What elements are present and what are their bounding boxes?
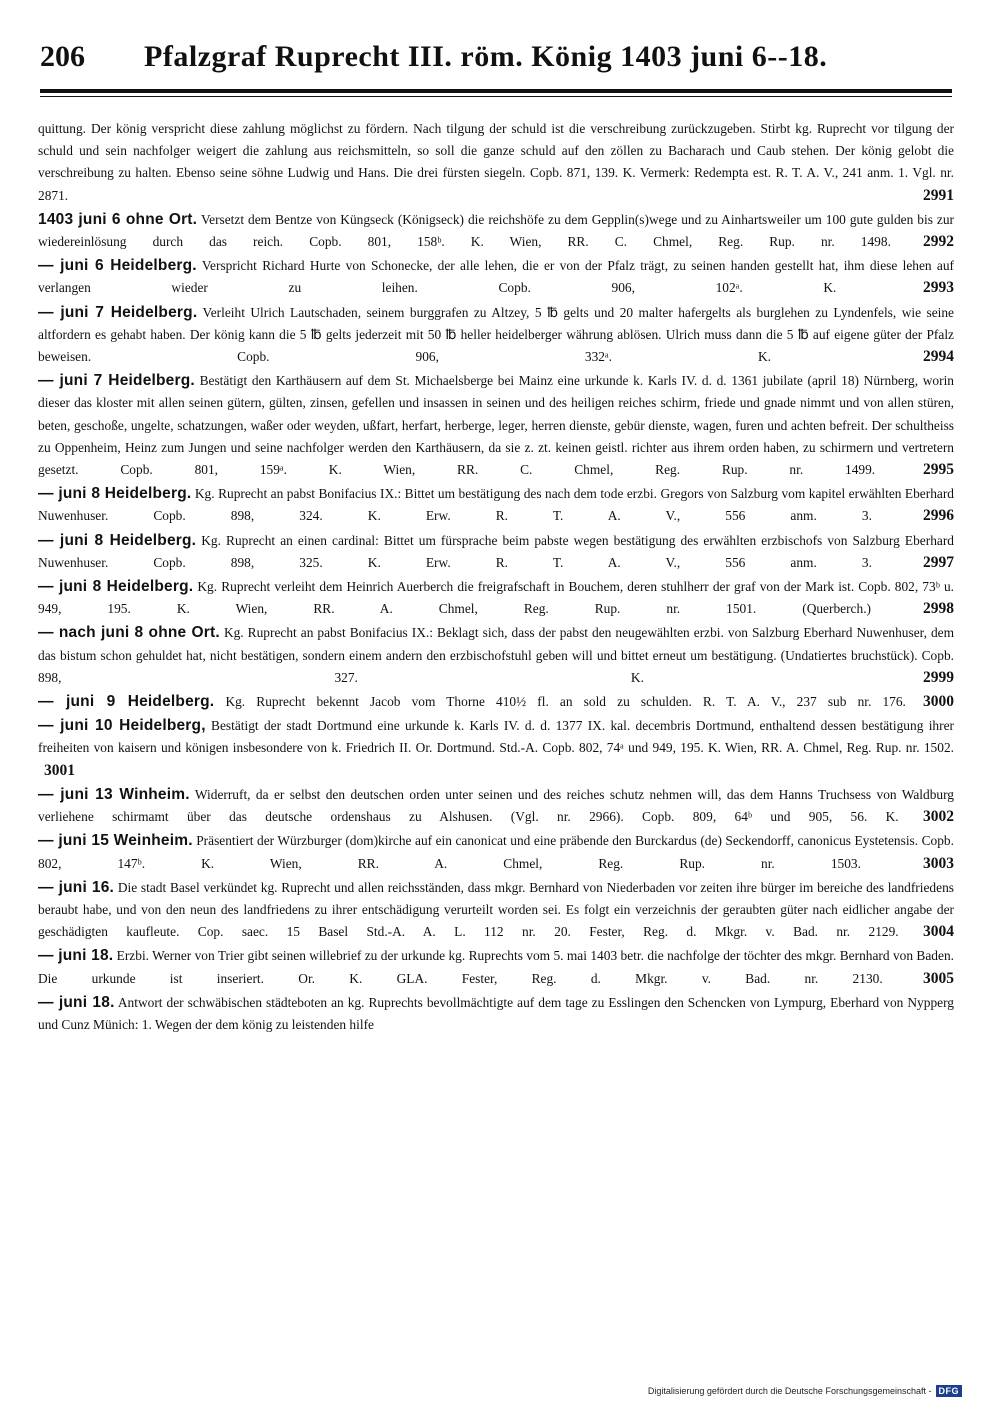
entry-number: 2999 [922, 668, 954, 686]
dfg-logo: DFG [936, 1385, 963, 1397]
entry-date: — juni 8 Heidelberg. [38, 485, 192, 503]
entry-number: 3005 [923, 969, 954, 987]
entry-text: Bestätigt den Karthäusern auf dem St. Michaelsberge bei Mainz eine urkunde k. Karls IV. d. d. 1361 jubilate (april 18) Nürnberg, worin dieser das kloster mit allen seinen gütern, gülten, zinsen, gefellen und insassen in seinen und des heiligen reiches schirm, friede und gnade nimmt und von allen stüren, beten, geschoße, ungelte, schatzungen, waßer oder weyden, ußfart, herfart, herberge, leger, herren dienste, gebür dienste, wagen, furen und achten befreit. Der schultheiss zu Oppenheim, Heinz zum Jungen und seine nachfolger werden den Karthäusern, da sie z. zt. keinen geistl. richter aus ihrem orden haben, zu schirmern und vertretern gesetzt. Copb. 801, 159ᵃ. K. Wien, RR. C. Chmel, Reg. Rup. nr. 1499. [38, 373, 954, 478]
entry-date: — juni 9 Heidelberg. [38, 693, 215, 711]
regest-entry [38, 715, 954, 782]
entry-number: 2991 [923, 186, 954, 204]
entry-text: Bestätigt der stadt Dortmund eine urkunde k. Karls IV. d. d. 1377 IX. kal. decembris Dortmund, enthaltend dessen bestätigung ihrer freiheiten von kaisern und königen insbesondere von k. Friedrich II. Or. Dortmund. Std.-A. Copb. 802, 74ᵃ und 949, 195. K. Wien, RR. A. Chmel, Reg. Rup. nr. 1502. [38, 718, 954, 756]
footer-text: Digitalisierung gefördert durch die Deutsche Forschungsgemeinschaft - [647, 1386, 932, 1396]
entry-number: 2993 [923, 279, 954, 297]
regest-entry [38, 945, 954, 989]
regest-entries [38, 118, 954, 1038]
entry-date: — juni 10 Heidelberg, [38, 717, 206, 735]
entry-number: 2992 [923, 233, 954, 251]
entry-date: — juni 15 Weinheim. [38, 832, 193, 850]
regest-entry [38, 302, 954, 369]
entry-date: — juni 18. [38, 993, 115, 1011]
regest-entry [38, 830, 954, 874]
page-number: 206 [40, 40, 85, 73]
regest-entry [38, 784, 954, 828]
entry-number: 2998 [923, 600, 954, 618]
entry-date: — juni 8 Heidelberg. [38, 531, 197, 549]
regest-entry [38, 118, 954, 207]
entry-date: — juni 6 Heidelberg. [38, 257, 197, 275]
entry-number: 3003 [923, 854, 954, 872]
entry-date: — juni 7 Heidelberg. [38, 303, 198, 321]
entry-number: 3001 [44, 761, 75, 779]
entry-text: Kg. Ruprecht verleiht dem Heinrich Auerberch die freigrafschaft in Bouchem, deren stuhlherr der graf von der Mark ist. Copb. 802, 73ᵇ u. 949, 195. K. Wien, RR. A. Chmel, Reg. Rup. nr. 1501. (Querberch.) [38, 579, 954, 617]
regest-entry [38, 483, 954, 527]
entry-text: Versetzt dem Bentze von Küngseck (Königseck) die reichshöfe zu dem Gepplin(s)wege und zu Ainhartsweiler um 100 gute gulden bis zur wiedereinlösung durch das reich. Copb. 801, 158ᵇ. K. Wien, RR. C. Chmel, Reg. Rup. nr. 1498. [38, 211, 955, 250]
regest-entry [38, 209, 954, 253]
entry-text: Erzbi. Werner von Trier gibt seinen willebrief zu der urkunde kg. Ruprechts vom 5. mai 1403 betr. die nachfolge der töchter des mkgr. Bernhard von Baden. Die urkunde ist inseriert. Or. K. GLA. Fester, Reg. d. Mkgr. v. Bad. nr. 2130. [38, 948, 954, 986]
entry-text: Verleiht Ulrich Lautschaden, seinem burggrafen zu Altzey, 5 ℔ gelts und 20 malter hafergelts als burglehen zu Lyndenfels, wie seine altfordern es gehabt haben. Der könig kann die 5 ℔ gelts jederzeit mit 50 ℔ heller heidelberger währung ablösen. Ulrich muss dann die 5 ℔ auf eigene güter der Pfalz beweisen. Copb. 906, 332ᵃ. K. [38, 304, 954, 365]
entry-date: — nach juni 8 ohne Ort. [38, 624, 220, 642]
entry-text: quittung. Der könig verspricht diese zahlung möglichst zu fördern. Nach tilgung der schuld ist die verschreibung zurückzugeben. Stirbt kg. Ruprecht vor tilgung der schuld und sein nachfolger weigert die zahlung aus reichsmitteln, so soll die ganze schuld auf den zöllen zu Bacharach und Caub stehen. Der könig gelobt die verschreibung zu halten. Ebenso seine söhne Ludwig und Hans. Die drei fürsten siegeln. Copb. 871, 139. K. Vermerk: Redempta est. R. T. A. V., 241 anm. 1. Vgl. nr. 2871. [38, 121, 954, 203]
entry-number: 3002 [923, 808, 954, 826]
entry-text: Kg. Ruprecht bekennt Jacob vom Thorne 410½ fl. an sold zu schulden. R. T. A. V., 237 sub nr. 176. [225, 694, 906, 710]
entry-text: Kg. Ruprecht an einen cardinal: Bittet um fürsprache beim pabste wegen bestätigung des erwählten erzbischofs von Salzburg Eberhard Nuwenhuser. Copb. 898, 325. K. Erw. R. T. A. V., 556 anm. 3. [38, 532, 954, 570]
entry-number: 2996 [923, 507, 954, 525]
entry-text: Verspricht Richard Hurte von Schonecke, der alle lehen, die er von der Pfalz trägt, zu seinen handen gestellt hat, ihm diese lehen auf verlangen wieder zu leihen. Copb. 906, 102ᵃ. K. [38, 258, 955, 296]
regest-entry [38, 530, 954, 574]
entry-number: 2997 [923, 553, 954, 571]
entry-number: 3000 [923, 693, 955, 711]
regest-entry [38, 622, 954, 689]
regest-entry [38, 877, 954, 944]
entry-date: — juni 13 Winheim. [38, 785, 190, 803]
regest-entry [38, 255, 954, 299]
entry-date: 1403 juni 6 ohne Ort. [38, 210, 198, 228]
regest-entry [38, 370, 954, 481]
entry-text: Präsentiert der Würzburger (dom)kirche auf ein canonicat und eine präbende den Burckardus (de) Seckendorff, canonicus Eystetensis. Copb. 802, 147ᵇ. K. Wien, RR. A. Chmel, Reg. Rup. nr. 1503. [38, 833, 954, 871]
running-title: Pfalzgraf Ruprecht III. röm. König 1403 juni 6--18. [144, 40, 828, 73]
header-rule-thin [40, 96, 952, 97]
entry-text: Die stadt Basel verkündet kg. Ruprecht und allen reichsständen, dass mkgr. Bernhard von Niederbaden vor zeiten ihre bürger im bereiche des landfriedens beraubt habe, und von den neun des landfriedens zu ihrer entschädigung verurteilt worden sei. Es folgt ein verzeichnis der geraubten güter nach eidlicher angabe der geschädigten kaufleute. Cop. saec. 15 Basel Std.-A. A. L. 112 nr. 20. Fester, Reg. d. Mkgr. v. Bad. nr. 2129. [38, 879, 954, 940]
header-rule-thick [40, 89, 952, 93]
entry-date: — juni 18. [38, 947, 114, 965]
page-header [40, 40, 952, 80]
footer-credit [648, 1384, 962, 1398]
entry-text: Widerruft, da er selbst den deutschen orden unter seinen und des reiches schutz nehmen will, das dem Hanns Truchsess von Waldburg verliehene schirmamt über das deutsche ordenshaus zu Alshusen. (Vgl. nr. 2966). Copb. 809, 64ᵇ und 905, 56. K. [38, 786, 955, 825]
entry-text: Kg. Ruprecht an pabst Bonifacius IX.: Beklagt sich, dass der pabst den neugewählten erzbi. von Salzburg Eberhard Nuwenhuser, dem das bistum schon gehuldet hat, nicht bestätigen, sondern einem andern den erzbischofstuhl geben will und bittet erneut um bestätigung. (Undatiertes bruchstück). Copb. 898, 327. K. [38, 625, 954, 685]
regest-entry [38, 992, 954, 1036]
entry-number: 2994 [922, 348, 954, 366]
entry-number: 2995 [922, 461, 954, 479]
entry-date: — juni 16. [38, 878, 115, 896]
regest-entry [38, 576, 954, 620]
entry-text: Kg. Ruprecht an pabst Bonifacius IX.: Bittet um bestätigung des nach dem tode erzbi. Gregors von Salzburg vom kapitel erwählten Eberhard Nuwenhuser. Copb. 898, 324. K. Erw. R. T. A. V., 556 anm. 3. [38, 486, 955, 524]
entry-date: — juni 7 Heidelberg. [38, 372, 195, 390]
regest-entry [38, 691, 954, 713]
entry-date: — juni 8 Heidelberg. [38, 578, 194, 596]
entry-number: 3004 [923, 923, 954, 941]
entry-text: Antwort der schwäbischen städteboten an kg. Ruprechts bevollmächtigte auf dem tage zu Esslingen den Schencken von Lympurg, Eberhard von Nypperg und Cunz Münich: 1. Wegen der dem könig zu leistenden hilfe [38, 994, 954, 1032]
